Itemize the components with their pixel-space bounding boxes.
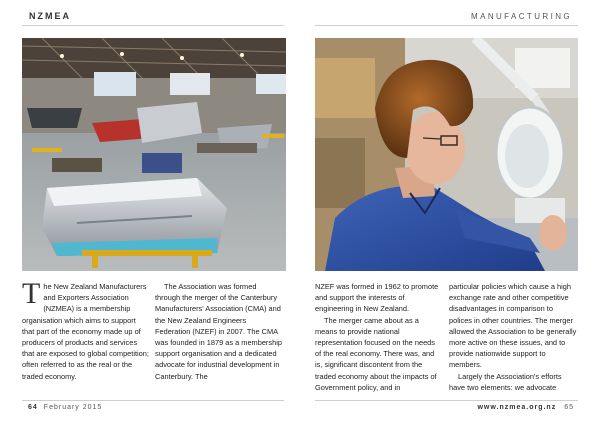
footer-left <box>28 404 102 411</box>
paragraph: NZEF was formed in 1962 to promote and support the interests of engineering in New Zealand. <box>315 282 439 314</box>
worker-at-magnifier-lamp-photo <box>315 38 578 271</box>
section-title: MANUFACTURING <box>471 12 572 21</box>
footer-right <box>477 404 574 411</box>
website-link[interactable]: www.nzmea.org.nz <box>477 404 557 411</box>
intro-paragraph: he New Zealand Manufacturers and Exporters Association (NZMEA) is a membership organisation which aims to support that part of the economy made up of producers of products and services that are exposed to global competition; often referred to as the real or the traded economy. <box>22 282 149 381</box>
article-column-4 <box>449 281 577 393</box>
paragraph: Largely the Association's efforts have two elements: we advocate <box>449 371 562 392</box>
article-column-2 <box>155 281 283 382</box>
paragraph: The Association was formed through the merger of the Canterbury Manufacturers' Association (CMA) and the New Zealand Engineers Federation (NZEF) in 2007. The CMA was founded in 1879 as a membership support organisation and a dedicated advocate for industrial development in Canterbury. The <box>155 282 282 381</box>
page-number-right: 65 <box>564 404 574 411</box>
bottom-rule-left <box>22 400 284 401</box>
paragraph: particular policies which cause a high exchange rate and other competitive disadvantages in comparison to polices in other countries. The merger allowed the Association to be generally more active on these issues, and to provide nationwide support to members. <box>449 282 577 370</box>
drop-cap: T <box>22 277 41 310</box>
page-number-left: 64 <box>28 404 38 411</box>
article-column-1 <box>22 277 150 382</box>
top-rule-left <box>22 25 284 26</box>
paragraph: The merger came about as a means to provide national representation focused on the needs of the real economy. There was, and is, significant discontent from the traded economy about the impacts of Government policy, and in <box>315 315 437 392</box>
boat-factory-photo <box>22 38 286 271</box>
bottom-rule-right <box>315 400 578 401</box>
article-column-3 <box>315 281 443 393</box>
brand-title: NZMEA <box>29 11 71 21</box>
issue-date: February 2015 <box>43 404 103 411</box>
top-rule-right <box>315 25 578 26</box>
